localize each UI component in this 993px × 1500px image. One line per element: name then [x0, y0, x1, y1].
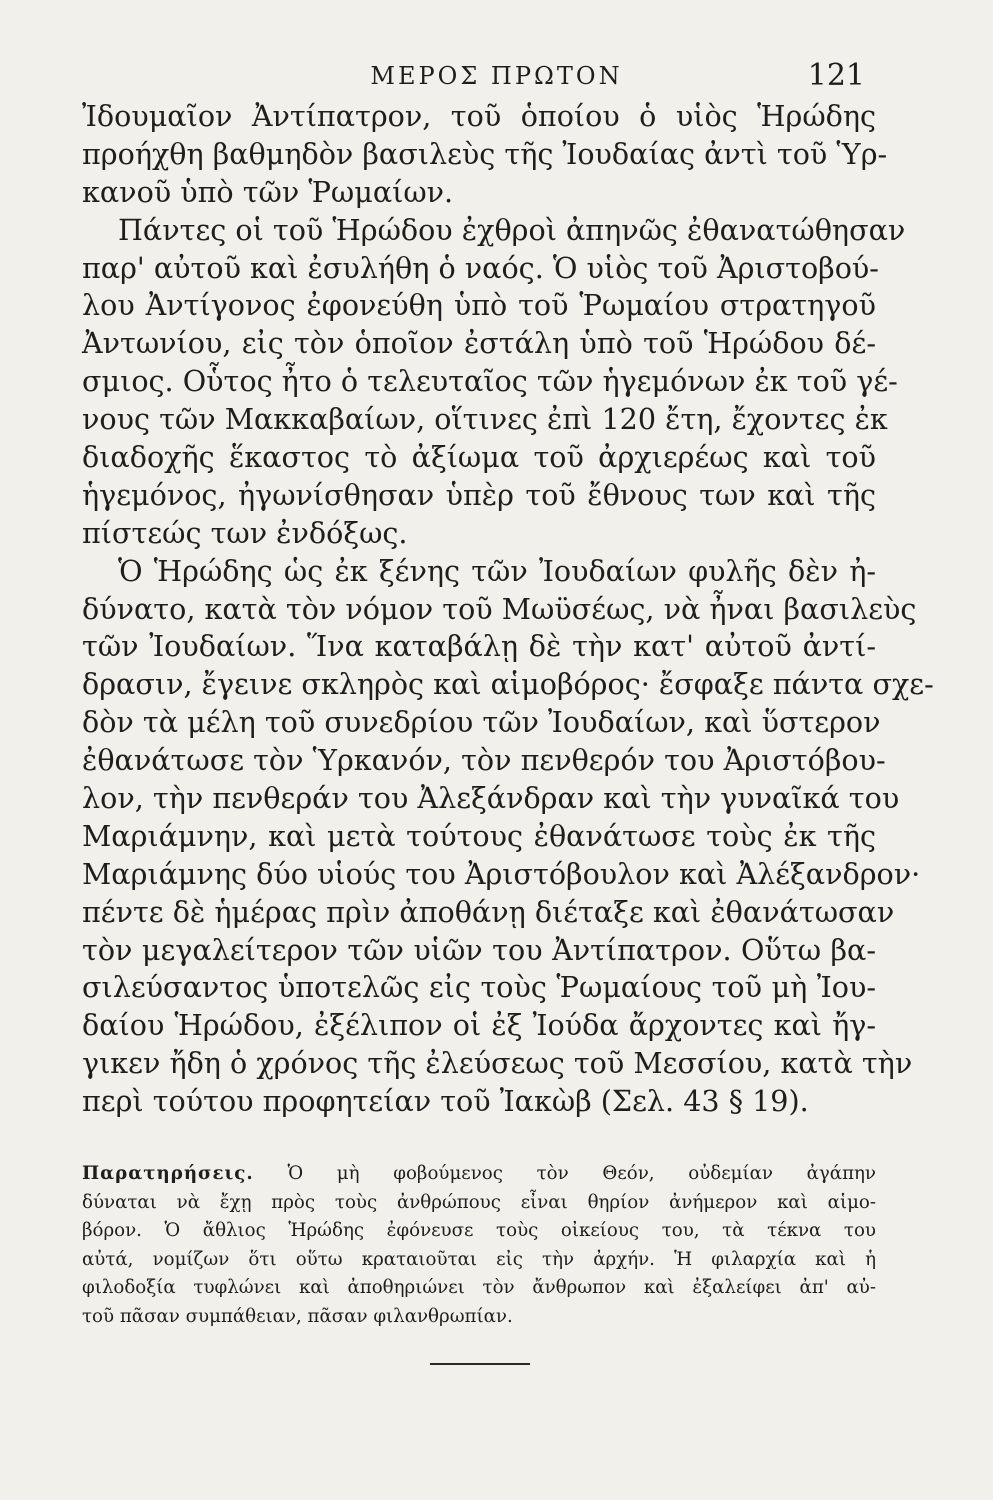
text-line: σμιος. Οὗτος ἦτο ὁ τελευταῖος τῶν ἡγεμόνων ἐκ τοῦ γέ- — [82, 364, 898, 399]
text-line: πίστεώς των ἐνδόξως. — [82, 515, 408, 550]
text-line: δαίου Ἡρώδου, ἐξέλιπον οἱ ἐξ Ἰούδα ἄρχοντες καὶ ἤγ- — [82, 1008, 876, 1043]
text-line: ἡγεμόνος, ἠγωνίσθησαν ὑπὲρ τοῦ ἔθνους των καὶ τῆς — [82, 477, 876, 512]
remarks-label: Παρατηρήσεις. — [82, 1163, 254, 1184]
remarks-first-line — [82, 1160, 876, 1189]
text-line: λον, τὴν πενθεράν του Ἀλεξάνδραν καὶ τὴν γυναῖκά του — [82, 781, 900, 816]
remarks-line: αὐτά, νομίζων ὅτι οὕτω κραταιοῦται εἰς τὴν ἀρχήν. Ἡ φιλαρχία καὶ ἡ — [82, 1248, 876, 1270]
text-line: παρ' αὐτοῦ καὶ ἐσυλήθη ὁ ναός. Ὁ υἱὸς τοῦ Ἀριστοβού- — [82, 250, 879, 285]
text-line: δρασιν, ἔγεινε σκληρὸς καὶ αἱμοβόρος· ἔσφαξε πάντα σχε- — [82, 667, 934, 702]
text-line: δὸν τὰ μέλη τοῦ συνεδρίου τῶν Ἰουδαίων, καὶ ὕστερον — [82, 705, 881, 740]
text-line: Μαριάμνης δύο υἱούς του Ἀριστόβουλον καὶ Ἀλέξανδρον· — [82, 856, 921, 891]
text-line: νους τῶν Μακκαβαίων, οἵτινες ἐπὶ 120 ἔτη, ἔχοντες ἐκ — [82, 402, 888, 437]
text-line: λου Ἀντίγονος ἐφονεύθη ὑπὸ τοῦ Ῥωμαίου στρατηγοῦ — [82, 288, 876, 323]
text-line: τῶν Ἰουδαίων. Ἵνα καταβάλῃ δὲ τὴν κατ' αὐτοῦ ἀντί- — [82, 629, 876, 664]
text-line: δύνατο, κατὰ τὸν νόμον τοῦ Μωϋσέως, νὰ ἦναι βασιλεὺς — [82, 591, 917, 626]
remarks-text: Ὁ μὴ φοβούμενος τὸν Θεόν, οὐδεμίαν ἀγάπην — [287, 1163, 876, 1184]
section-divider — [430, 1363, 530, 1365]
page-number: 121 — [807, 58, 865, 93]
main-text — [82, 98, 934, 1121]
remarks-line: δύναται νὰ ἔχῃ πρὸς τοὺς ἀνθρώπους εἶναι θηρίον ἀνήμερον καὶ αἱμο- — [82, 1191, 876, 1213]
text-line: πέντε δὲ ἡμέρας πρὶν ἀποθάνῃ διέταξε καὶ ἐθανάτωσαν — [82, 894, 895, 929]
text-line: σιλεύσαντος ὑποτελῶς εἰς τοὺς Ῥωμαίους τοῦ μὴ Ἰου- — [82, 970, 876, 1005]
text-line: Ὁ Ἡρώδης ὡς ἐκ ξένης τῶν Ἰουδαίων φυλῆς δὲν ἠ- — [118, 553, 876, 588]
text-line: Πάντες οἱ τοῦ Ἡρώδου ἐχθροὶ ἀπηνῶς ἐθανατώθησαν — [118, 212, 906, 247]
remarks-line: φιλοδοξία τυφλώνει καὶ ἀποθηριώνει τὸν ἄνθρωπον καὶ ἐξαλείφει ἀπ' αὐ- — [82, 1277, 876, 1299]
text-line: περὶ τούτου προφητείαν τοῦ Ἰακὼβ (Σελ. 43 § 19). — [82, 1084, 809, 1119]
text-line: προήχθη βαθμηδὸν βασιλεὺς τῆς Ἰουδαίας ἀντὶ τοῦ Ὑρ- — [82, 136, 888, 171]
section-title: ΜΕΡΟΣ ΠΡΩΤΟΝ — [370, 62, 623, 90]
text-line: γικεν ἤδη ὁ χρόνος τῆς ἐλεύσεως τοῦ Μεσσίου, κατὰ τὴν — [82, 1046, 913, 1081]
text-line: Ἰδουμαῖον Ἀντίπατρον, τοῦ ὁποίου ὁ υἱὸς Ἡρώδης — [82, 99, 876, 133]
remarks-block — [82, 1160, 876, 1332]
text-line: Ἀντωνίου, εἰς τὸν ὁποῖον ἐστάλη ὑπὸ τοῦ Ἡρώδου δέ- — [82, 326, 876, 361]
text-line: κανοῦ ὑπὸ τῶν Ῥωμαίων. — [82, 174, 454, 209]
remarks-line: βόρον. Ὁ ἄθλιος Ἡρώδης ἐφόνευσε τοὺς οἰκείους του, τὰ τέκνα του — [82, 1220, 876, 1242]
text-line: Μαριάμνην, καὶ μετὰ τούτους ἐθανάτωσε τοὺς ἐκ τῆς — [82, 818, 876, 853]
running-header — [0, 58, 993, 98]
text-line: τὸν μεγαλείτερον τῶν υἱῶν του Ἀντίπατρον. Οὕτω βα- — [82, 932, 876, 967]
remarks-line: τοῦ πᾶσαν συμπάθειαν, πᾶσαν φιλανθρωπίαν. — [82, 1305, 513, 1327]
text-line: ἐθανάτωσε τὸν Ὑρκανόν, τὸν πενθερόν του Ἀριστόβου- — [82, 743, 886, 778]
text-line: διαδοχῆς ἕκαστος τὸ ἀξίωμα τοῦ ἀρχιερέως καὶ τοῦ — [82, 440, 876, 475]
